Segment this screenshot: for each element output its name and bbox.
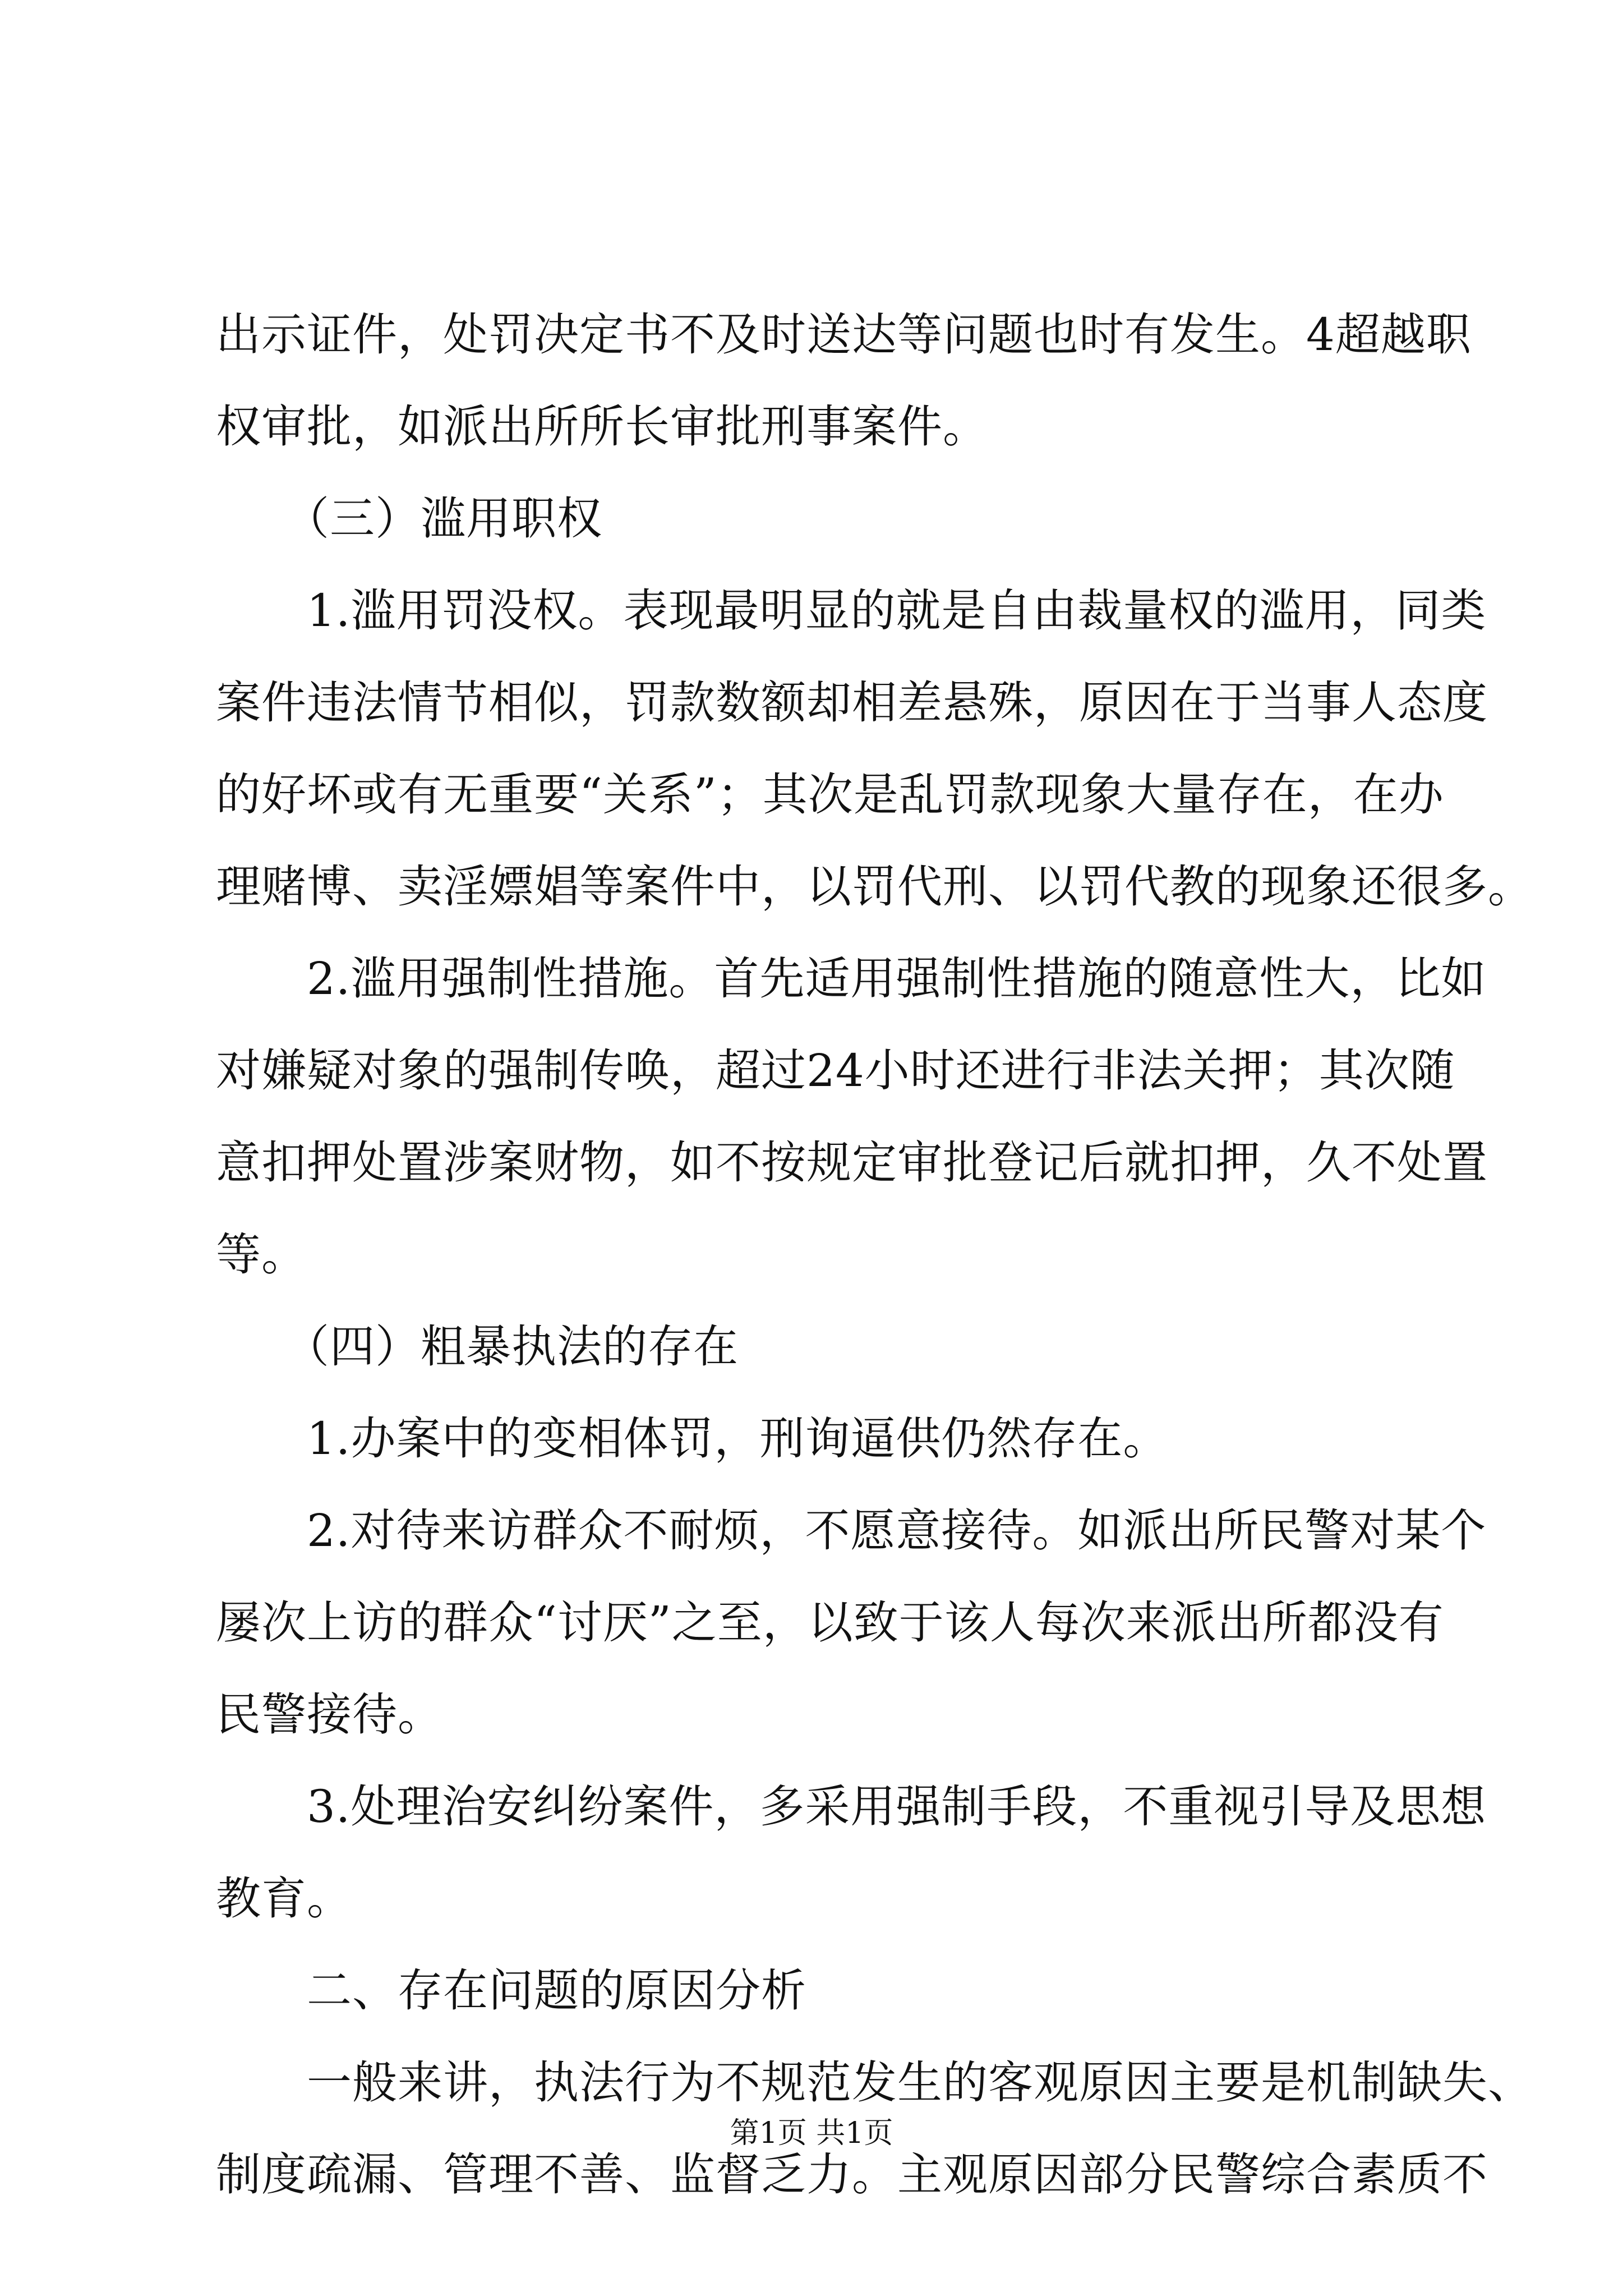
text-line-20: 一般来讲，执法行为不规范发生的客观原因主要是机制缺失、 [216, 2056, 1533, 2109]
text-line-18: 教育。 [216, 1872, 352, 1925]
text-line-4: 1.滥用罚没权。表现最明显的就是自由裁量权的滥用，同类 [216, 585, 1487, 637]
text-line-11: 等。 [216, 1228, 307, 1281]
text-line-5: 案件违法情节相似，罚款数额却相差悬殊，原因在于当事人态度 [216, 677, 1488, 729]
section-heading-2: 二、存在问题的原因分析 [216, 1964, 806, 2017]
text-line-2: 权审批，如派出所所长审批刑事案件。 [216, 401, 988, 453]
text-line-10: 意扣押处置涉案财物，如不按规定审批登记后就扣押，久不处置 [216, 1137, 1488, 1189]
text-line-15: 屡次上访的群众“讨厌”之至，以致于该人每次来派出所都没有 [216, 1596, 1444, 1649]
text-line-14: 2.对待来访群众不耐烦，不愿意接待。如派出所民警对某个 [216, 1504, 1487, 1557]
text-line-6: 的好坏或有无重要“关系”；其次是乱罚款现象大量存在，在办 [216, 769, 1444, 821]
document-body [216, 289, 1533, 2221]
section-heading-4: （四）粗暴执法的存在 [216, 1320, 739, 1373]
text-line-13: 1.办案中的变相体罚，刑询逼供仍然存在。 [216, 1412, 1169, 1465]
text-line-7: 理赌博、卖淫嫖娼等案件中，以罚代刑、以罚代教的现象还很多。 [216, 861, 1533, 913]
text-line-21: 制度疏漏、管理不善、监督乏力。主观原因部分民警综合素质不 [216, 2148, 1488, 2201]
text-line-1: 出示证件，处罚决定书不及时送达等问题也时有发生。4超越职 [216, 309, 1472, 361]
text-line-16: 民警接待。 [216, 1688, 443, 1741]
page-number-footer: 第1页 共1页 [730, 2116, 893, 2150]
text-line-17: 3.处理治安纠纷案件，多采用强制手段，不重视引导及思想 [216, 1780, 1487, 1833]
text-line-9: 对嫌疑对象的强制传唤，超过24小时还进行非法关押；其次随 [216, 1045, 1455, 1097]
text-line-8: 2.滥用强制性措施。首先适用强制性措施的随意性大，比如 [216, 953, 1487, 1005]
section-heading-3: （三）滥用职权 [216, 493, 602, 545]
